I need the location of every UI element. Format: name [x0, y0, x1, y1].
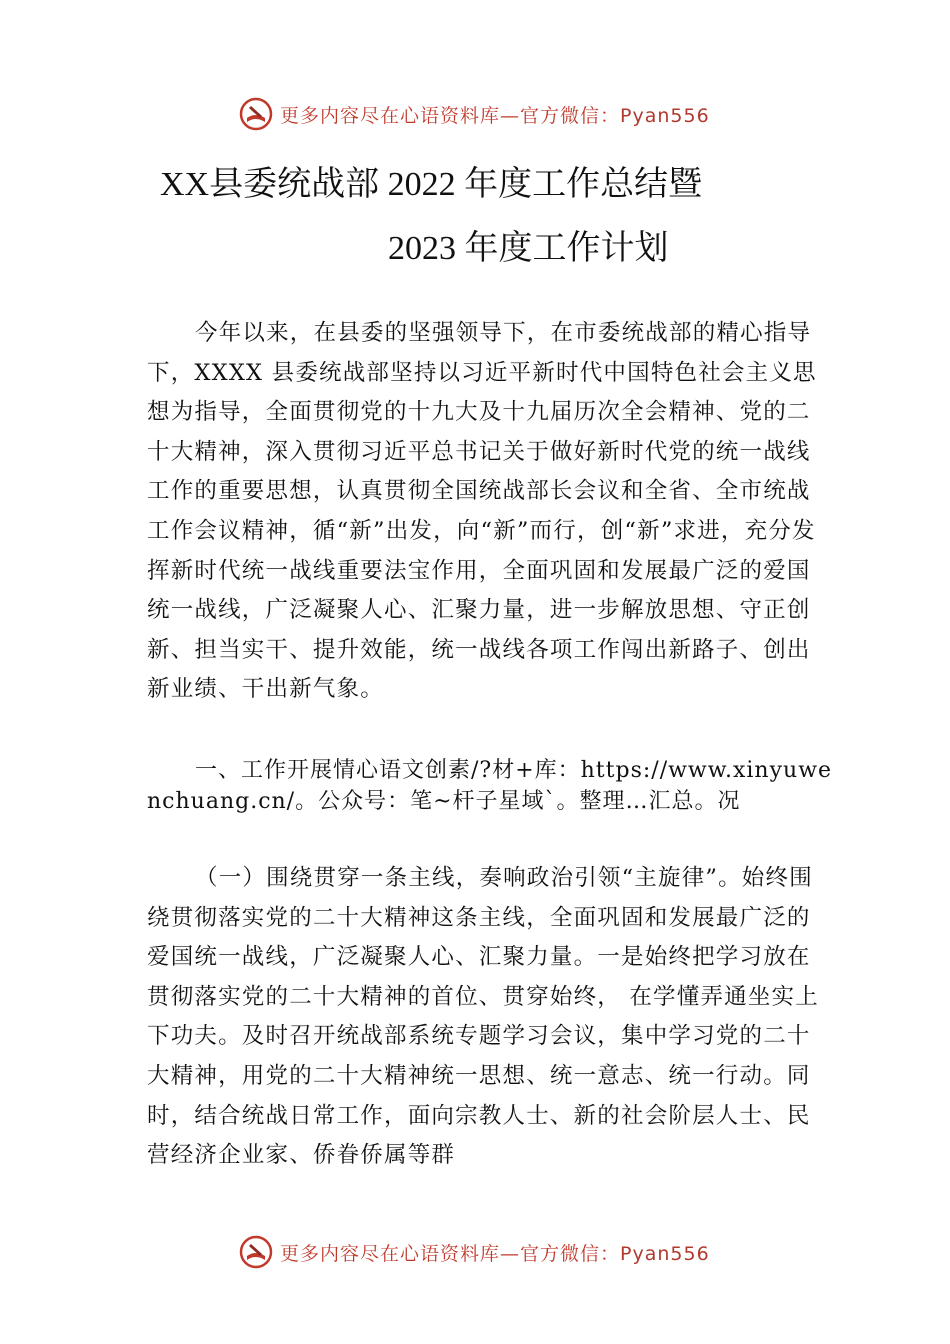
header-watermark [238, 96, 710, 132]
book-logo-icon [238, 1234, 274, 1270]
section-heading-1: 一、工作开展情心语文创素/?材+库：https://www.xinyuwenchuang.cn/。公众号：笔~杆子星域`。整理…汇总。况 [147, 758, 833, 814]
subsection-paragraph-1: （一）围绕贯穿一条主线，奏响政治引领“主旋律”。始终围绕贯彻落实党的二十大精神这条主线，全面巩固和发展最广泛的爱国统一战线，广泛凝聚人心、汇聚力量。一是始终把学习放在贯彻落实党的二十大精神的首位、贯穿始终， 在学懂弄通坐实上下功夫。及时召开统战部系统专题学习会议，集中学习党的二十大精神，用党的二十大精神统一思想、统一意志、统一行动。同时，结合统战日常工作，面向宗教人士、新的社会阶层人士、民营经济企业家、侨眷侨属等群 [147, 865, 819, 1169]
intro-paragraph: 今年以来，在县委的坚强领导下，在市委统战部的精心指导下，XXXX 县委统战部坚持以习近平新时代中国特色社会主义思想为指导，全面贯彻党的十九大及十九届历次全会精神、党的二十大精神，深入贯彻习近平总书记关于做好新时代党的统一战线工作的重要思想，认真贯彻全国统战部长会议和全省、全市统战工作会议精神，循“新”出发，向“新”而行，创“新”求进，充分发挥新时代统一战线重要法宝作用，全面巩固和发展最广泛的爱国统一战线，广泛凝聚人心、汇聚力量，进一步解放思想、守正创新、担当实干、提升效能，统一战线各项工作闯出新路子、创出新业绩、干出新气象。 [147, 320, 817, 703]
document-title-line-1: XX县委统战部 2022 年度工作总结暨 [160, 166, 703, 203]
footer-watermark [238, 1234, 710, 1270]
document-title-line-2: 2023 年度工作计划 [388, 230, 669, 267]
watermark-text: 更多内容尽在心语资料库—官方微信：Pyan556 [280, 104, 710, 127]
book-logo-icon [238, 96, 274, 132]
watermark-text: 更多内容尽在心语资料库—官方微信：Pyan556 [280, 1242, 710, 1265]
